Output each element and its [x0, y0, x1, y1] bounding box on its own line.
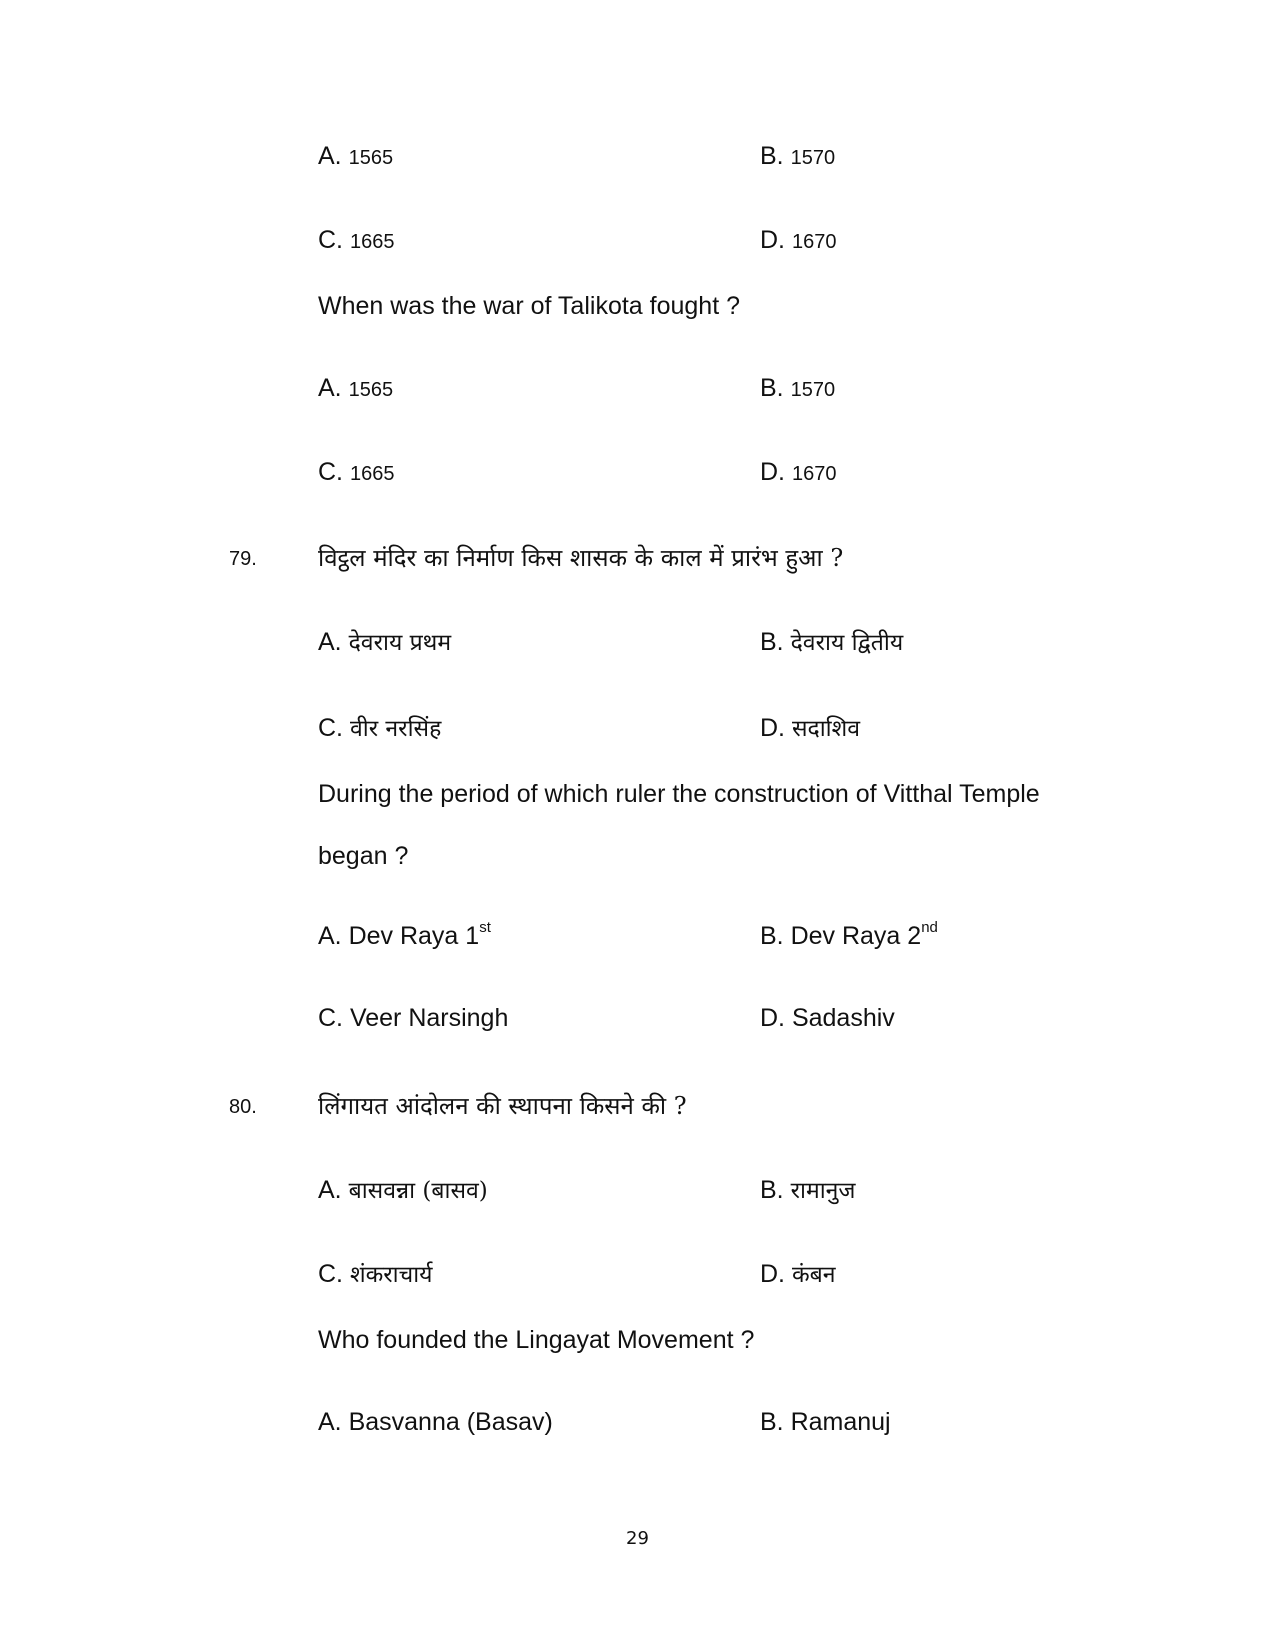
q78-en-question [0, 286, 1275, 326]
q79-hi-option-b: B. देवराय द्वितीय [760, 628, 904, 656]
q80-en-question [0, 1320, 1275, 1360]
q78-en-stem: When was the war of Talikota fought ? [318, 292, 740, 320]
q78-hi-option-d: D. 1670 [760, 226, 837, 254]
q79-en-option-c: C. Veer Narsingh [318, 1004, 509, 1032]
q78-en-option-a: A. 1565 [318, 374, 394, 402]
q79-en-question-line-2 [0, 836, 1275, 876]
q78-en-option-b: B. 1570 [760, 374, 836, 402]
q79-hi-option-d: D. सदाशिव [760, 714, 861, 742]
q78-hi-option-a: A. 1565 [318, 142, 394, 170]
q78-hi-option-c: C. 1665 [318, 226, 395, 254]
q80-en-options-row-1 [0, 1402, 1275, 1442]
q80-hi-options-row-1 [0, 1170, 1275, 1210]
q78-en-option-d: D. 1670 [760, 458, 837, 486]
q79-hi-options-row-2 [0, 708, 1275, 748]
q79-hi-question [0, 538, 1275, 578]
q79-number: 79. [229, 548, 257, 570]
q80-number: 80. [229, 1096, 257, 1118]
q78-hi-options-row-1 [0, 136, 1275, 176]
q80-en-option-a: A. Basvanna (Basav) [318, 1408, 553, 1436]
q79-en-options-row-1 [0, 916, 1275, 956]
q79-hi-option-a: A. देवराय प्रथम [318, 628, 452, 656]
q78-en-options-row-2 [0, 452, 1275, 492]
q78-en-options-row-1 [0, 368, 1275, 408]
q79-en-options-row-2 [0, 998, 1275, 1038]
q79-hi-stem: विट्ठल मंदिर का निर्माण किस शासक के काल में प्रारंभ हुआ ? [318, 544, 844, 572]
q80-hi-option-a: A. बासवन्ना (बासव) [318, 1176, 488, 1204]
q80-hi-option-d: D. कंबन [760, 1260, 836, 1288]
q79-hi-options-row-1 [0, 622, 1275, 662]
q80-en-option-b: B. Ramanuj [760, 1408, 891, 1436]
q79-en-option-a: A. Dev Raya 1st [318, 919, 491, 950]
q79-hi-option-c: C. वीर नरसिंह [318, 714, 442, 742]
q80-hi-stem: लिंगायत आंदोलन की स्थापना किसने की ? [318, 1092, 687, 1120]
q80-hi-options-row-2 [0, 1254, 1275, 1294]
q78-hi-options-row-2 [0, 220, 1275, 260]
q78-en-option-c: C. 1665 [318, 458, 395, 486]
q79-en-stem-line-1: During the period of which ruler the construction of Vitthal Temple [318, 780, 1040, 808]
q80-hi-option-b: B. रामानुज [760, 1176, 856, 1204]
q78-hi-option-b: B. 1570 [760, 142, 836, 170]
page-number: 29 [626, 1528, 649, 1549]
q79-en-stem-line-2: began ? [318, 842, 409, 870]
q79-en-option-d: D. Sadashiv [760, 1004, 895, 1032]
q79-en-option-b: B. Dev Raya 2nd [760, 919, 938, 950]
q79-en-question-line-1 [0, 774, 1275, 814]
q80-hi-question [0, 1086, 1275, 1126]
q80-hi-option-c: C. शंकराचार्य [318, 1260, 433, 1288]
q80-en-stem: Who founded the Lingayat Movement ? [318, 1326, 755, 1354]
